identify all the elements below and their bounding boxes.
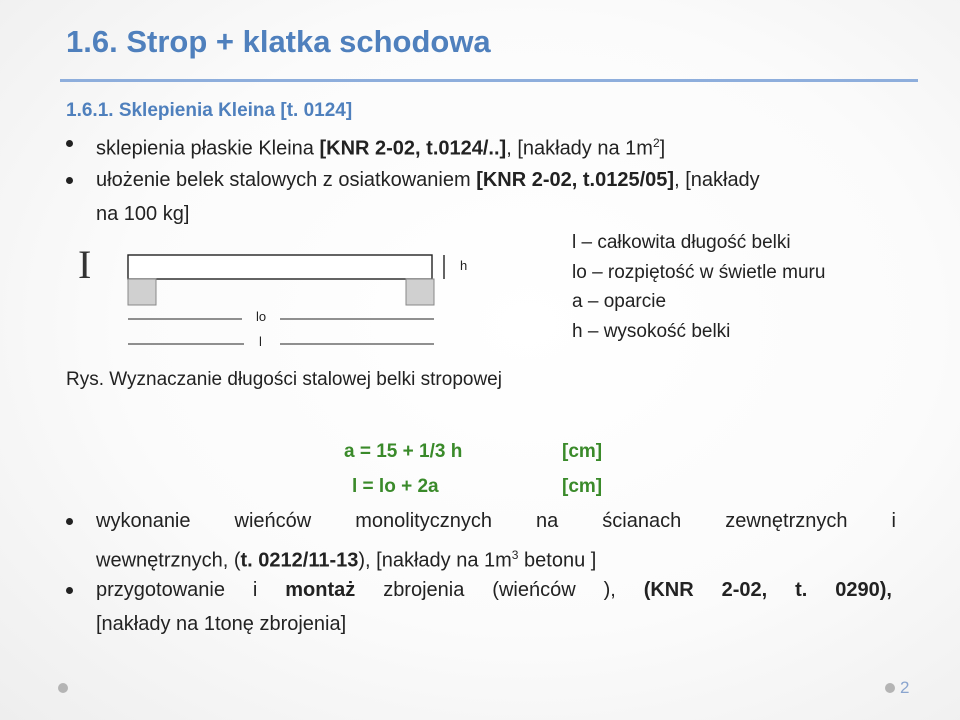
word: i [252, 579, 258, 601]
bullet-ref: t. 0212/11-13 [240, 549, 359, 572]
word: zbrojenia [383, 579, 465, 601]
formula-expr-2: l = lo + 2a [352, 476, 439, 497]
bullet-text: ułożenie belek stalowych z osiatkowaniem [96, 169, 477, 191]
superscript: 3 [511, 548, 519, 562]
word: na [535, 510, 559, 532]
word: montaż [285, 579, 356, 601]
bullet-text: ] [659, 137, 666, 160]
word: 2-02, [721, 579, 768, 601]
legend-item: lo – rozpiętość w świetle muru [572, 261, 826, 283]
word: 0290), [835, 579, 892, 601]
lo-label: lo [256, 309, 267, 324]
word: i [891, 510, 896, 532]
footer-dot-left [58, 683, 68, 693]
bullet-text: ), [nakłady na 1m [358, 549, 512, 572]
word: wieńców [234, 510, 312, 532]
word: zewnętrznych [725, 510, 848, 532]
title-underline [60, 79, 918, 82]
beam-diagram [70, 238, 490, 358]
page-number: 2 [900, 678, 910, 697]
l-label: l [259, 334, 262, 349]
i-beam-symbol: I [78, 242, 92, 287]
word: przygotowanie [96, 579, 225, 601]
bullet-text: sklepienia płaskie Kleina [96, 137, 320, 160]
bullet-item-3 [96, 504, 896, 578]
bullet-dot [66, 518, 73, 525]
bullet-text: na 100 kg] [96, 203, 190, 225]
bullet-item-1 [96, 126, 665, 166]
bullet-line [96, 538, 896, 578]
legend-item: l – całkowita długość belki [572, 232, 791, 253]
word: t. [795, 579, 808, 601]
bullet-line [96, 573, 892, 607]
word: (KNR [643, 579, 694, 601]
formula-unit-2: [cm] [562, 476, 603, 497]
legend-item: h – wysokość belki [572, 320, 731, 342]
formula-unit-1: [cm] [562, 441, 603, 462]
bullet-text: , [nakłady [674, 169, 760, 191]
beam-body [128, 255, 432, 279]
formula-expr-1: a = 15 + 1/3 h [344, 441, 463, 462]
word: (wieńców [492, 579, 576, 601]
slide-title: 1.6. Strop + klatka schodowa [66, 24, 491, 59]
bullet-dot [66, 587, 73, 594]
figure-caption: Rys. Wyznaczanie długości stalowej belki stropowej [66, 369, 502, 390]
bullet-line [96, 504, 896, 538]
bullet-dot [66, 177, 73, 184]
bullet-ref: [KNR 2-02, t.0124/..] [319, 137, 507, 160]
right-support [406, 279, 434, 305]
bullet-text: wewnętrznych, ( [96, 549, 241, 572]
bullet-ref: [KNR 2-02, t.0125/05] [476, 169, 675, 191]
bullet-text: , [nakłady na 1m [506, 137, 653, 160]
word: ), [603, 579, 616, 601]
bullet-line: [nakłady na 1tonę zbrojenia] [96, 613, 347, 635]
word: wykonanie [96, 510, 191, 532]
word: monolitycznych [355, 510, 492, 532]
bullet-item-2 [96, 163, 760, 231]
word: ścianach [602, 510, 682, 532]
h-label: h [460, 258, 468, 273]
diagram-legend [572, 228, 825, 346]
superscript: 2 [652, 136, 660, 150]
bullet-item-4 [96, 573, 892, 641]
footer-dot-right [885, 683, 895, 693]
legend-item: a – oparcie [572, 291, 667, 312]
left-support [128, 279, 156, 305]
bullet-dot [66, 140, 73, 147]
section-subtitle: 1.6.1. Sklepienia Kleina [t. 0124] [66, 100, 353, 121]
bullet-text: betonu ] [518, 549, 597, 572]
